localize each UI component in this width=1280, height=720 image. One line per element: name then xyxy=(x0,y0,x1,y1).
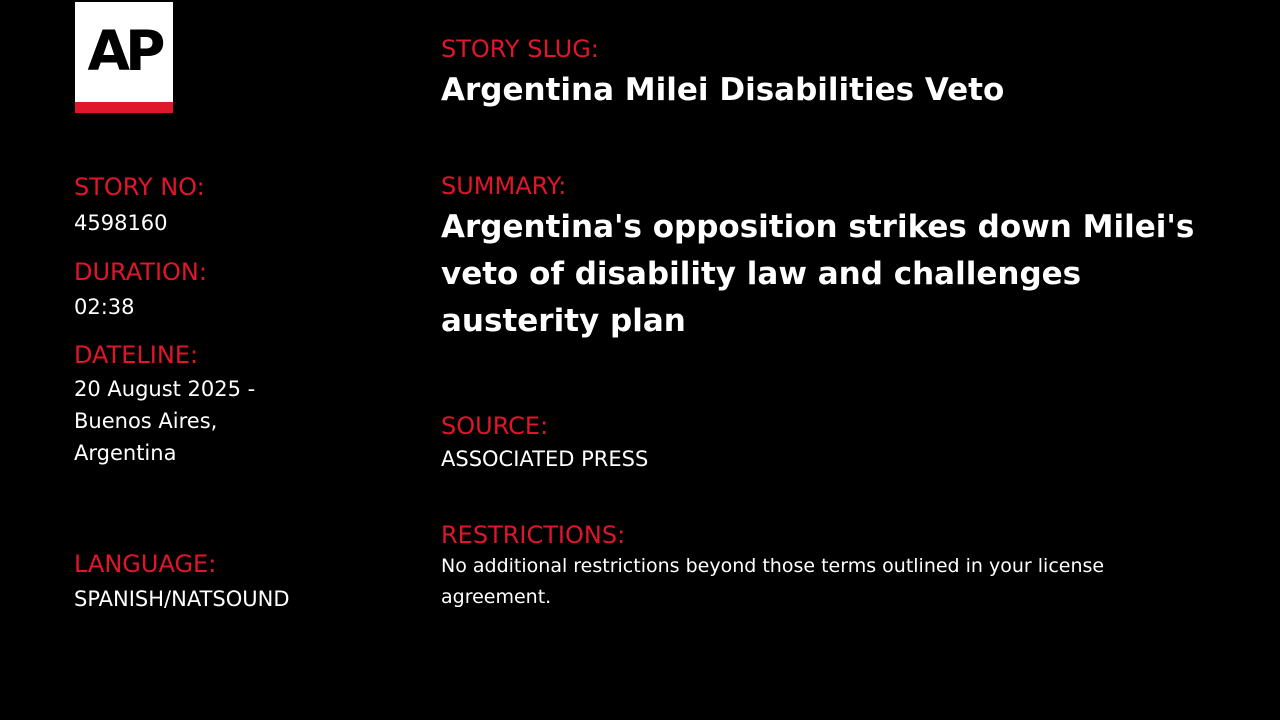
duration-value: 02:38 xyxy=(74,295,135,319)
summary-label: SUMMARY: xyxy=(441,172,567,200)
story-no-label: STORY NO: xyxy=(74,173,205,201)
story-slug-label: STORY SLUG: xyxy=(441,35,599,63)
ap-logo-red-bar xyxy=(75,102,173,113)
summary-value: Argentina's opposition strikes down Milei's veto of disability law and challenges austerity plan xyxy=(441,209,1195,339)
ap-logo-text: AP xyxy=(87,19,161,83)
dateline-value: 20 August 2025 - Buenos Aires, Argentina xyxy=(74,377,256,465)
language-label: LANGUAGE: xyxy=(74,550,217,578)
language-value: SPANISH/NATSOUND xyxy=(74,587,290,611)
source-label: SOURCE: xyxy=(441,412,549,440)
ap-logo xyxy=(75,2,173,113)
duration-label: DURATION: xyxy=(74,258,207,286)
story-no-value: 4598160 xyxy=(74,211,168,235)
restrictions-value: No additional restrictions beyond those terms outlined in your license agreement. xyxy=(441,555,1105,608)
story-slug-value: Argentina Milei Disabilities Veto xyxy=(441,72,1005,108)
dateline-label: DATELINE: xyxy=(74,341,199,369)
restrictions-label: RESTRICTIONS: xyxy=(441,521,626,549)
source-value: ASSOCIATED PRESS xyxy=(441,447,649,471)
